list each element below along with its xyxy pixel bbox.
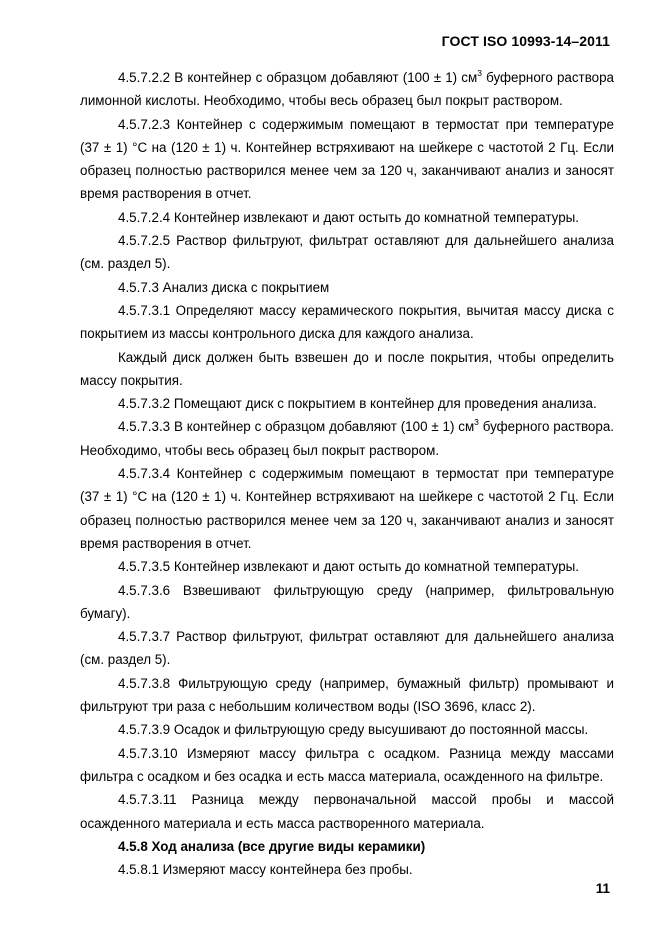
paragraph-4-5-7-3-5: 4.5.7.3.5 Контейнер извлекают и дают остыть до комнатной температуры. xyxy=(118,559,580,575)
paragraph-4-5-7-3-6: 4.5.7.3.6 Взвешивают фильтрующую среду (например, фильтровальную бумагу). xyxy=(80,582,614,621)
superscript: 3 xyxy=(477,68,482,78)
paragraph-4-5-7-3-9: 4.5.7.3.9 Осадок и фильтрующую среду высушивают до постоянной массы. xyxy=(118,722,589,738)
paragraph-4-5-7-3-7: 4.5.7.3.7 Раствор фильтруют, фильтрат оставляют для дальнейшего анализа (см. раздел 5). xyxy=(80,629,614,668)
paragraph-text: 4.5.7.2.2 В контейнер с образцом добавляют (100 ± 1) см xyxy=(118,70,478,85)
section-heading-4-5-7-3: 4.5.7.3 Анализ диска с покрытием xyxy=(118,279,330,295)
superscript: 3 xyxy=(474,417,479,428)
paragraph-4-5-7-3-11: 4.5.7.3.11 Разница между первоначальной массой пробы и массой осажденного материала и есть масса растворенного материала. xyxy=(80,792,614,831)
paragraph-4-5-7-3-2: 4.5.7.3.2 Помещают диск с покрытием в контейнер для проведения анализа. xyxy=(118,396,597,412)
paragraph-4-5-7-3-1: 4.5.7.3.1 Определяют массу керамического покрытия, вычитая массу диска с покрытием из массы контрольного диска для каждого анализа. xyxy=(80,302,614,342)
paragraph-disk-weighing: Каждый диск должен быть взвешен до и после покрытия, чтобы определить массу покрытия. xyxy=(80,349,614,388)
paragraph-4-5-7-2-2 xyxy=(80,66,614,113)
paragraph-text: буферного раствора лимонной кислоты. Необходимо, чтобы весь образец был покрыт раствором. xyxy=(80,70,614,109)
paragraph-4-5-8-1: 4.5.8.1 Измеряют массу контейнера без пробы. xyxy=(118,862,413,878)
page-number: 11 xyxy=(595,881,610,896)
document-body xyxy=(80,66,614,881)
paragraph-4-5-7-2-3: 4.5.7.2.3 Контейнер с содержимым помещают в термостат при температуре (37 ± 1) °С на (120 ± 1) ч. Контейнер встряхивают на шейкере с частотой 2 Гц. Если образец полностью растворился менее чем за 120 ч, заканчивают анализ и заносят время растворения в отчет. xyxy=(80,116,614,202)
paragraph-4-5-7-3-3 xyxy=(80,415,614,462)
paragraph-text: 4.5.7.3.3 В контейнер с образцом добавляют (100 ± 1) см xyxy=(118,419,475,435)
paragraph-4-5-7-3-10: 4.5.7.3.10 Измеряют массу фильтра с осадком. Разница между массами фильтра с осадком и без осадка и есть масса материала, осажденного на фильтре. xyxy=(80,745,614,784)
section-heading-4-5-8: 4.5.8 Ход анализа (все другие виды керамики) xyxy=(118,838,426,854)
paragraph-4-5-7-3-8: 4.5.7.3.8 Фильтрующую среду (например, бумажный фильтр) промывают и фильтруют три раза с небольшим количеством воды (ISO 3696, класс 2). xyxy=(80,675,614,715)
paragraph-4-5-7-2-4: 4.5.7.2.4 Контейнер извлекают и дают остыть до комнатной температуры. xyxy=(118,209,580,225)
paragraph-text: буферного раствора. Необходимо, чтобы весь образец был покрыт раствором. xyxy=(80,419,614,458)
paragraph-4-5-7-2-5: 4.5.7.2.5 Раствор фильтруют, фильтрат оставляют для дальнейшего анализа (см. раздел 5). xyxy=(80,233,614,272)
standard-designation: ГОСТ ISO 10993-14–2011 xyxy=(441,33,610,49)
paragraph-4-5-7-3-4: 4.5.7.3.4 Контейнер с содержимым помещают в термостат при температуре (37 ± 1) °С на (120 ± 1) ч. Контейнер встряхивают на шейкере с частотой 2 Гц. Если образец полностью растворился менее чем за 120 ч, заканчивают анализ и заносят время растворения в отчет. xyxy=(80,466,614,551)
